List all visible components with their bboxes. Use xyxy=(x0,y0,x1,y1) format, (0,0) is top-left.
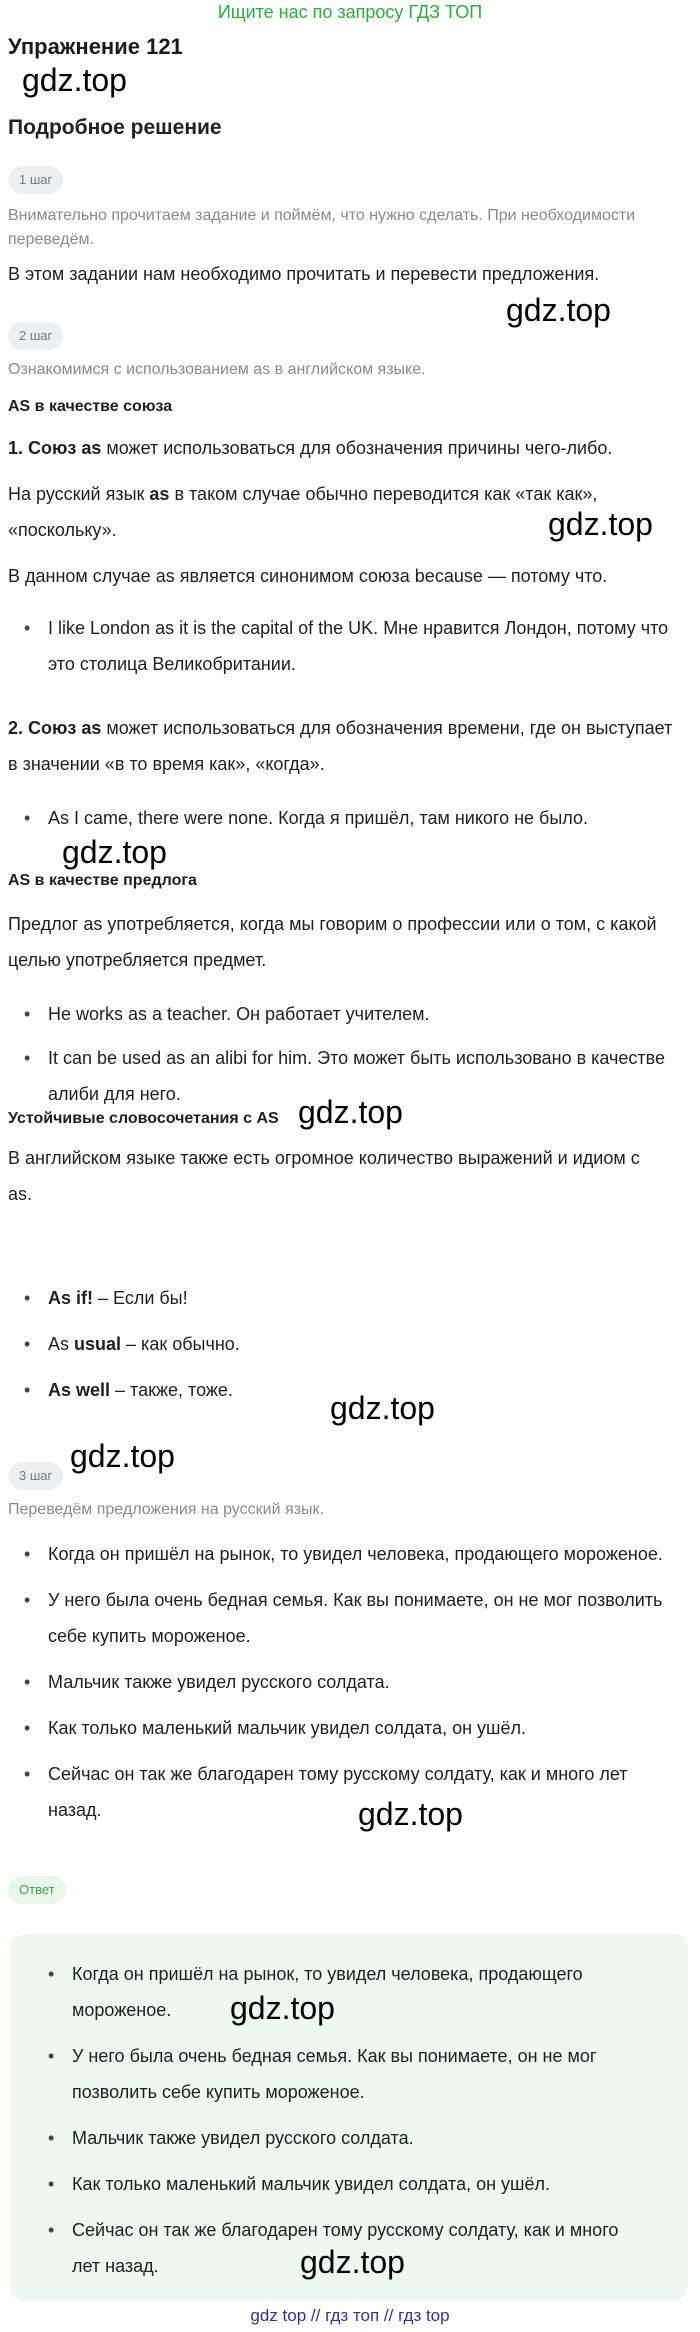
text: мороженое. xyxy=(72,2000,172,2020)
text: позволить себе купить мороженое. xyxy=(72,2082,365,2102)
idioms-text: В английском языке также есть огромное количество выражений и идиом с xyxy=(8,1148,640,1168)
answer-chip: Ответ xyxy=(8,1876,66,1904)
text: As xyxy=(48,1334,75,1354)
watermark: gdz.top xyxy=(506,292,611,328)
text: себе купить мороженое. xyxy=(48,1626,251,1646)
text: It can be used as an alibi for him. Это может быть использовано в качестве xyxy=(48,1048,666,1068)
conjunction-translation-cont: «поскольку». xyxy=(8,520,117,540)
answer-list xyxy=(32,1956,682,2284)
list-item: • He works as a teacher. Он работает учителем. xyxy=(8,996,698,1032)
section-heading-preposition: AS в качестве предлога xyxy=(8,872,197,889)
text: Сейчас он так же благодарен тому русскому солдату, как и много лет xyxy=(48,1764,628,1784)
list-item: • Мальчик также увидел русского солдата. xyxy=(8,1664,698,1700)
step-3-note: Переведём предложения на русский язык. xyxy=(8,1501,324,1518)
idioms-text-cont: as. xyxy=(8,1184,33,1204)
synonym-note: В данном случае as является синонимом союза because — потому что. xyxy=(8,566,608,586)
idiom-list xyxy=(8,1280,698,1408)
bold-term: As well xyxy=(48,1380,111,1400)
list-item xyxy=(8,1326,698,1362)
conjunction-point-1 xyxy=(8,430,612,466)
bold-term: usual xyxy=(74,1334,122,1354)
conjunction-point-2 xyxy=(8,710,672,746)
point-text: может использоваться для обозначения времени, где он выступает xyxy=(101,718,673,738)
text: это столица Великобритании. xyxy=(48,654,296,674)
section-heading-conjunction: AS в качестве союза xyxy=(8,398,173,415)
list-item xyxy=(8,1280,698,1316)
text: в таком случае обычно переводится как «так как», xyxy=(169,484,598,504)
text: Когда он пришёл на рынок, то увидел человека, продающего xyxy=(72,1964,583,1984)
watermark: gdz.top xyxy=(548,506,653,542)
page-title: Упражнение 121 xyxy=(8,34,183,59)
bold-term: As if! xyxy=(48,1288,93,1308)
section-heading-idioms: Устойчивые словосочетания с AS xyxy=(8,1110,279,1127)
step-1-note: Внимательно прочитаем задание и поймём, что нужно сделать. При необходимости переведём. xyxy=(8,207,636,248)
list-item: • Мальчик также увидел русского солдата. xyxy=(32,2120,682,2156)
example-list-1 xyxy=(8,610,698,682)
text: У него была очень бедная семья. Как вы понимаете, он не мог позволить xyxy=(48,1590,663,1610)
watermark: gdz.top xyxy=(230,1990,335,2026)
footer-links[interactable]: gdz top // гдз топ // гдз top xyxy=(250,2306,450,2325)
text: I like London as it is the capital of the UK. Мне нравится Лондон, потому что xyxy=(48,618,669,638)
list-item: • Как только маленький мальчик увидел солдата, он ушёл. xyxy=(8,1710,698,1746)
example-list-2 xyxy=(8,800,698,836)
watermark: gdz.top xyxy=(358,1796,463,1832)
watermark: gdz.top xyxy=(330,1390,435,1426)
text: лет назад. xyxy=(72,2256,159,2276)
preposition-text: Предлог as употребляется, когда мы говорим о профессии или о том, с какой xyxy=(8,914,657,934)
text: – Если бы! xyxy=(93,1288,188,1308)
step-1-text: В этом задании нам необходимо прочитать и перевести предложения. xyxy=(8,264,600,284)
list-item xyxy=(8,1756,698,1828)
step-2-chip: 2 шаг xyxy=(8,322,63,350)
bold-term: Союз as xyxy=(28,438,102,458)
text: – как обычно. xyxy=(121,1334,240,1354)
preposition-text-cont: целью употребляется предмет. xyxy=(8,950,267,970)
watermark: gdz.top xyxy=(62,834,167,870)
watermark: gdz.top xyxy=(70,1438,175,1474)
list-item: • Когда он пришёл на рынок, то увидел человека, продающего мороженое. xyxy=(8,1536,698,1572)
translation-list xyxy=(8,1536,698,1828)
bold-term: as xyxy=(149,484,170,504)
watermark: gdz.top xyxy=(300,2244,405,2280)
list-item xyxy=(32,1956,682,2028)
text: – также, тоже. xyxy=(110,1380,233,1400)
list-item: • As I came, there were none. Когда я пришёл, там никого не было. xyxy=(8,800,698,836)
point-number: 1. xyxy=(8,438,29,458)
list-item xyxy=(32,2038,682,2110)
list-item xyxy=(8,610,698,682)
watermark: gdz.top xyxy=(22,62,127,98)
list-item: • Как только маленький мальчик увидел солдата, он ушёл. xyxy=(32,2166,682,2202)
step-2-note: Ознакомимся с использованием as в английском языке. xyxy=(8,361,426,378)
conjunction-point-2-cont: в значении «в то время как», «когда». xyxy=(8,754,325,774)
watermark: gdz.top xyxy=(298,1094,403,1130)
text: Сейчас он так же благодарен тому русскому солдату, как и много xyxy=(72,2220,619,2240)
list-item xyxy=(8,1582,698,1654)
point-text: может использоваться для обозначения причины чего-либо. xyxy=(101,438,613,458)
solution-heading: Подробное решение xyxy=(8,116,222,139)
step-1-chip: 1 шаг xyxy=(8,166,63,194)
conjunction-translation xyxy=(8,476,597,512)
bold-term: Союз as xyxy=(28,718,102,738)
text: алиби для него. xyxy=(48,1084,181,1104)
text: На русский язык xyxy=(8,484,150,504)
step-3-chip: 3 шаг xyxy=(8,1462,63,1490)
search-banner: Ищите нас по запросу ГДЗ ТОП xyxy=(217,2,483,22)
text: назад. xyxy=(48,1800,102,1820)
point-number: 2. xyxy=(8,718,29,738)
text: У него была очень бедная семья. Как вы понимаете, он не мог xyxy=(72,2046,597,2066)
